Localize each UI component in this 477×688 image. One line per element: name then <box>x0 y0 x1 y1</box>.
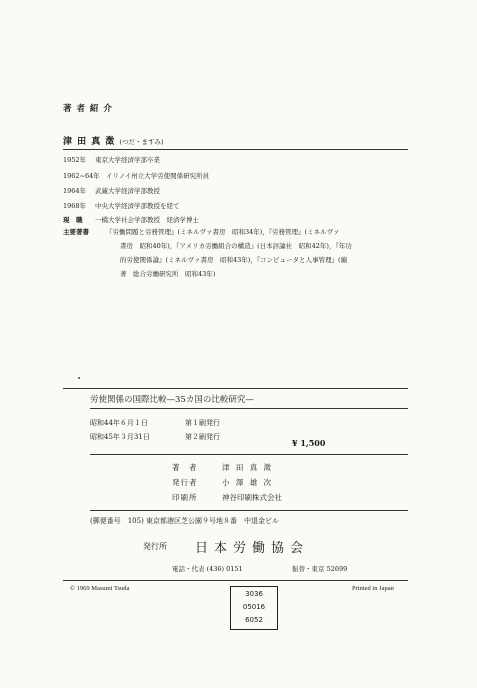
bio-year: 1962~64年 <box>63 172 100 180</box>
author-intro-heading: 著 者 紹 介 <box>63 104 113 114</box>
book-title: 労使関係の国際比較—35カ国の比較研究— <box>90 395 254 405</box>
position-label: 現 職 <box>63 216 83 224</box>
publisher-transfer: 振替・東京 52699 <box>292 565 348 573</box>
bio-year: 1964年 <box>63 187 87 195</box>
role-label: 印刷所 <box>172 493 198 502</box>
publisher-address: (郵便番号 105) 東京都港区芝公園９号地８番 中退金ビル <box>90 517 280 525</box>
works-line: 『労働問題と労務管理』(ミネルヴァ書房 昭和34年)，『労務管理』(ミネルヴァ <box>106 228 340 236</box>
colophon-bottom-rule <box>63 580 408 581</box>
publisher-phone: 電話・代表 (436) 0151 <box>172 565 243 573</box>
stray-mark <box>78 377 80 379</box>
printed-in: Printed in Japan <box>352 585 394 592</box>
author-name: 津 田 真 澂 <box>63 137 116 147</box>
title-rule <box>90 408 408 409</box>
publisher-name: 日本労働協会 <box>195 541 310 556</box>
role-label: 著 者 <box>172 463 198 472</box>
role-name: 小 澤 雄 次 <box>222 478 274 487</box>
author-name-line <box>63 134 163 147</box>
publisher-label: 発行所 <box>143 542 167 551</box>
catalog-code: 05016 <box>242 603 266 611</box>
bio-year: 1968年 <box>63 202 87 210</box>
works-line: 的労使関係論』(ミネルヴァ書房 昭和43年)，『コンピュータと人事管理』(編 <box>120 256 348 264</box>
works-label: 主要著書 <box>63 228 89 236</box>
bio-text: 中央大学経済学部教授を経て <box>95 202 180 210</box>
roles-rule <box>90 510 408 511</box>
printings-rule <box>90 454 408 455</box>
role-name: 神谷印刷株式会社 <box>222 493 282 502</box>
catalog-code: 6052 <box>245 616 263 624</box>
printing-date: 昭和45年３月31日 <box>90 433 150 441</box>
role-label: 発行者 <box>172 478 198 487</box>
bio-year: 1952年 <box>63 156 87 164</box>
author-divider <box>63 149 408 150</box>
author-reading: (つだ・ますみ) <box>119 138 164 146</box>
catalog-code: 3036 <box>245 590 263 598</box>
works-line: 著 総合労働研究所 昭和43年) <box>120 270 216 278</box>
position-text: 一橋大学社会学部教授 経済学博士 <box>95 216 199 224</box>
works-line: 書房 昭和40年)，『アメリカ労働組合の構造』(日本評論社 昭和42年)，『年功 <box>120 242 352 250</box>
printing-date: 昭和44年６月１日 <box>90 419 148 427</box>
bio-text: 東京大学経済学部卒業 <box>95 156 160 164</box>
colophon-top-rule <box>63 388 408 389</box>
printing-edition: 第２刷発行 <box>185 433 220 441</box>
price: ¥ 1,500 <box>292 438 326 448</box>
printing-edition: 第１刷発行 <box>185 419 220 427</box>
bio-text: 武蔵大学経済学部教授 <box>95 187 160 195</box>
bio-text: イリノイ州立大学労使関係研究所員 <box>106 172 210 180</box>
role-name: 津 田 真 澂 <box>222 463 274 472</box>
copyright: © 1969 Masumi Tsuda <box>70 585 130 592</box>
catalog-code-box <box>230 586 278 630</box>
